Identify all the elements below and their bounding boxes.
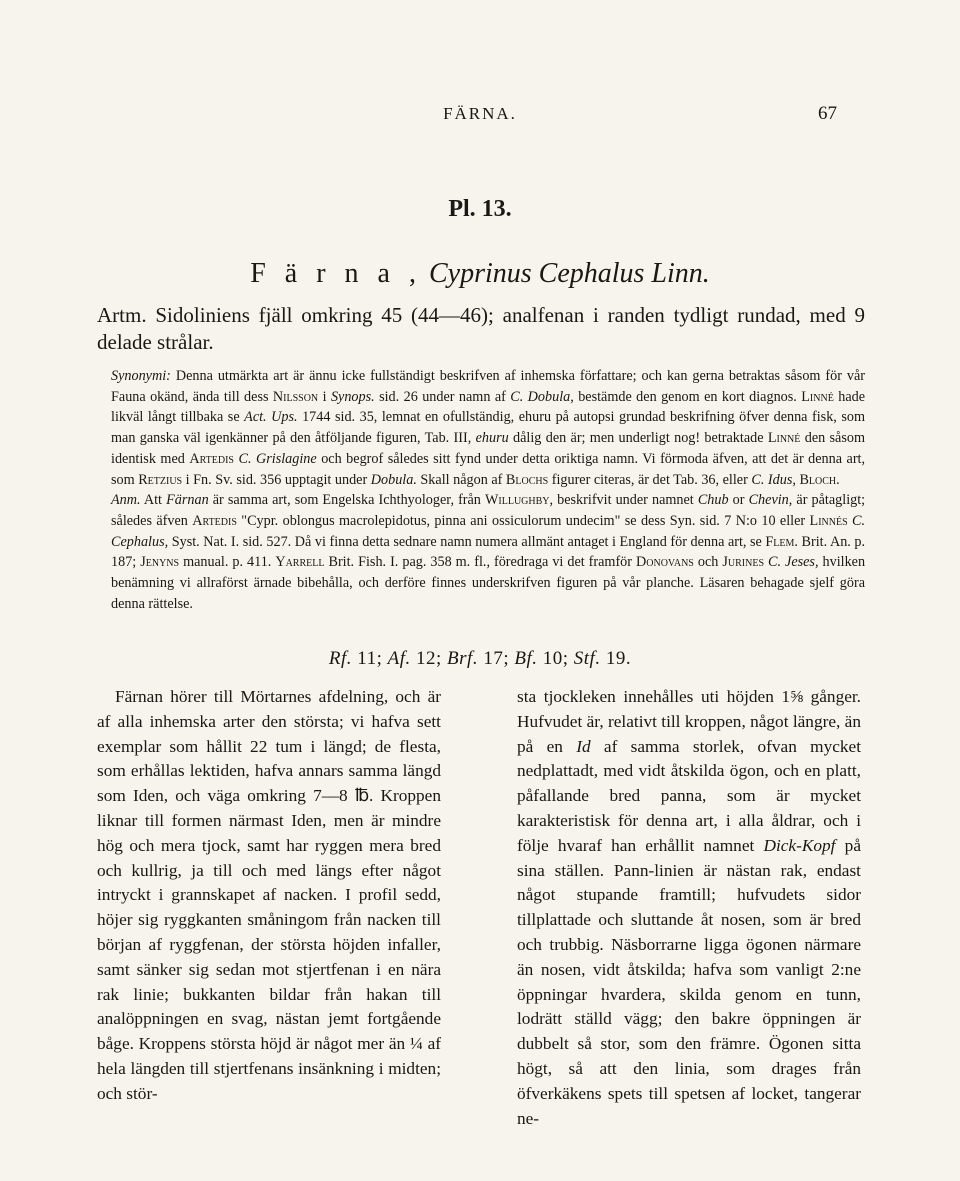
annotation-text: Brit. An. p. 187; — [111, 533, 866, 571]
annotation-text: or — [732, 492, 745, 509]
diagnosis-label: Artm. — [97, 303, 147, 327]
species-name: Chevin, — [748, 492, 793, 509]
synonymy-text: hade likväl långt tillbaka se — [111, 388, 866, 426]
annotation-label: Anm. — [111, 492, 141, 509]
fin-ray-formula — [0, 648, 960, 670]
fin-value: 12; — [416, 648, 442, 669]
author-name: Artedis — [192, 512, 237, 529]
annotation-text: hvilken benämning vi allraförst ärnade bibehålla, och derföre finnes underskrifven figuren på vår planche. Läsaren behagade sjelf göra denna rättelse. — [111, 554, 866, 612]
species-name: C. Idus, — [751, 471, 796, 488]
fin-label: Bf. — [514, 648, 538, 669]
author-name: Jenyns — [140, 554, 180, 571]
author-name: Willughby, — [485, 492, 554, 509]
author-name: Flem. — [765, 533, 798, 550]
species-name: C. Jeses, — [768, 554, 819, 571]
author-name: Linné — [767, 430, 801, 447]
author-name: Blochs — [505, 471, 549, 488]
diagnosis-text: Sidoliniens fjäll omkring 45 (44—46); analfenan i randen tydligt rundad, med 9 delade strålar. — [97, 303, 866, 354]
species-name: Id — [576, 736, 591, 756]
synonymy-paragraph — [97, 366, 865, 490]
synonymy-text: bestämde den genom en kort diagnos. — [578, 388, 797, 405]
synonymy-text: i Fn. Sv. sid. 356 upptagit under — [185, 471, 368, 488]
author-name: Artedis — [189, 450, 234, 467]
body-column-left — [97, 685, 441, 1107]
species-name: Dobula. — [370, 471, 417, 488]
synonymy-label: Synonymi: — [111, 368, 171, 384]
fin-label: Af. — [387, 648, 411, 669]
annotation-text: Brit. Fish. I. pag. 358 m. fl., föredraga vi det framför — [328, 554, 633, 571]
synonymy-text: ehuru — [475, 430, 509, 447]
body-paragraph — [517, 685, 861, 1131]
annotation-text: Syst. Nat. I. sid. 527. Då vi finna detta sednare namn numera allmänt antaget i England för denna art, se — [171, 533, 762, 550]
page-number: 67 — [818, 103, 837, 124]
fin-value: 17; — [483, 648, 510, 669]
annotation-text: beskrifvit under namnet — [557, 492, 694, 509]
synonymy-text: 1744 sid. 35, lemnat en ofullständig, ehuru på autopsi grundad beskrifning öfver denna fisk, som man ganska väl igenkänner på den åtföljande figuren, Tab. III, — [111, 409, 866, 447]
species-name: C. Cephalus, — [111, 512, 866, 550]
author-name: Linnés — [809, 512, 848, 529]
work-title: Act. Ups. — [244, 409, 298, 426]
synonymy-text: i — [322, 388, 327, 405]
author-name: Yarrell — [275, 554, 325, 571]
species-name: Färnan — [166, 492, 209, 509]
synonymy-text: och begrof således sitt fynd under detta oriktiga namn. Vi förmoda äfven, att det är denna art, som — [111, 450, 866, 488]
body-column-right — [517, 685, 861, 1131]
fin-value: 10; — [542, 648, 569, 669]
plate-heading: Pl. 13. — [448, 196, 512, 222]
annotation-text: "Cypr. oblongus macrolepidotus, pinna ani ossiculorum undecim" se dess Syn. sid. 7 N:o 10 eller — [241, 512, 806, 529]
author-name: Donovans — [636, 554, 694, 571]
annotation-text: manual. p. 411. — [183, 554, 272, 571]
synonymy-text: Skall någon af — [420, 471, 503, 488]
species-name: C. Dobula, — [510, 388, 574, 405]
species-heading — [0, 258, 960, 290]
annotation-text: är påtagligt; således äfven — [111, 492, 866, 529]
author-name: Jurines — [722, 554, 765, 571]
author-name: Linné — [801, 388, 834, 405]
fin-label: Stf. — [573, 648, 601, 669]
body-paragraph: Färnan hörer till Mörtarnes afdelning, och är af alla inhemska arter den största; vi hafva sett exemplar som hållit 22 tum i längd; de flesta, som erhållas lektiden, hafva annars samma längd som Iden, och väga omkring 7—8 ℔. Kroppen liknar till formen närmast Iden, men är mindre hög och mera tjock, samt har ryggen mera bred och kullrig, ja till och med längs efter något intryckt i grannskapet af nacken. I profil sedd, höjer sig ryggkanten småningom från nacken till början af ryggfenan, der största höjden infaller, samt sänker sig sedan mot stjertfenan i en nära rak linie; bukkanten bildar från hakan till analöppningen en svag, nästan jemt fortgående båge. Kroppens största höjd är något mer än ¼ af hela längden till stjertfenans insänkning i midten; och stör- — [97, 687, 441, 1103]
synonymy-text: figurer citeras, är det Tab. 36, eller — [551, 471, 748, 488]
body-text: på sina ställen. Pann-linien är nästan rak, endast något stupande framtill; hufvudets sidor tillplattade och sluttande åt nosen, som är bred och trubbig. Näsborrarne ligga ögonen närmare än nosen, vidt åtskilda; hafva som vanligt 2:ne öppningar hvardera, skilda genom en tunn, lodrätt ställd vägg; den bakre öppningen är dubbelt så stor, som den främre. Ögonen sitta högt, så att den linia, som drages från öfverkäkens spets till spetsen af locket, tangerar ne- — [517, 835, 861, 1128]
body-text: af samma storlek, ofvan mycket nedplattadt, med vidt åtskilda ögon, och en platt, påfallande bred panna, som är mycket karakteristisk för denna art, i alla åldrar, och i följe hvaraf han erhållit namnet — [517, 736, 862, 855]
synonymy-text: dålig den är; men underligt nog! betraktade — [513, 430, 764, 447]
synonymy-text: den såsom identisk med — [111, 430, 866, 467]
fin-value: 19. — [605, 648, 632, 669]
synonymy-section — [97, 366, 865, 614]
author-name: Nilsson — [272, 388, 319, 405]
work-title: Synops. — [330, 388, 375, 405]
fin-label: Brf. — [447, 648, 479, 669]
fin-label: Rf. — [328, 648, 353, 669]
synonymy-text: sid. 26 under namn af — [379, 388, 506, 405]
fin-value: 11; — [357, 648, 383, 669]
annotation-text: är samma art, som Engelska Ichthyologer, från — [212, 492, 481, 509]
body-text: sta tjockleken innehålles uti höjden 1⅝ gånger. Hufvudet är, relativt till kroppen, något längre, än på en — [517, 687, 861, 756]
annotation-text: och — [697, 554, 719, 571]
author-name: Retzius — [138, 471, 183, 488]
vernacular-name: Dick-Kopf — [763, 835, 836, 855]
species-latin-name: Cyprinus Cephalus Linn. — [428, 258, 710, 289]
running-title: FÄRNA. — [443, 104, 517, 123]
annotation-text: Att — [143, 492, 162, 509]
annotation-paragraph — [97, 490, 865, 614]
species-common-name: F ä r n a , — [250, 258, 422, 289]
species-name: Chub — [697, 492, 729, 509]
author-name: Bloch. — [799, 471, 840, 488]
species-diagnosis — [97, 302, 865, 356]
species-name: C. Grislagine — [238, 450, 317, 467]
synonymy-text: Denna utmärkta art är ännu icke fullständigt beskrifven af inhemska författare; och kan gerna betraktas såsom för vår Fauna okänd, ända till dess — [111, 368, 865, 405]
